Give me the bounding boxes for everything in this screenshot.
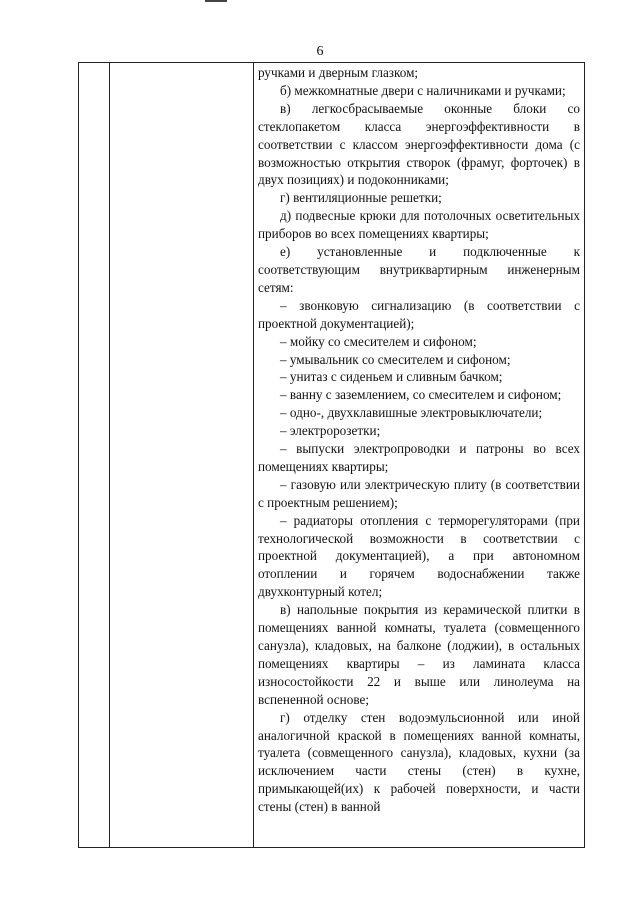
list-item: – электророзетки; (280, 423, 381, 439)
paragraph: б) межкомнатные двери с наличниками и ручками; (280, 82, 566, 98)
document-table (78, 62, 585, 848)
page-number: 6 (316, 44, 324, 59)
list-item: – мойку со смесителем и сифоном; (280, 333, 477, 349)
paragraph: г) вентиляционные решетки; (280, 190, 442, 206)
list-item: – умывальник со смесителем и сифоном; (280, 351, 511, 367)
list-item: – газовую или электрическую плиту (в соответствии с проектным решением); (258, 476, 580, 510)
table-cell-content (254, 63, 585, 848)
list-item: – радиаторы отопления с терморегуляторами (при технологической возможности в соответствии с проектной документацией), а при автономном отоплении и горячем водоснабжении также двухконтурный котел; (258, 512, 580, 600)
paragraph: г) отделку стен водоэмульсионной или иной аналогичной краской в помещениях ванной комнаты, туалета (совмещенного санузла), кладовых, кухни (за исключением части стены (стен) в кухне, примыкающей(их) к рабочей поверхности, и части стены (стен) в ванной (258, 709, 580, 815)
list-item: – одно-, двухклавишные электровыключатели; (280, 405, 543, 421)
paragraph: е) установленные и подключенные к соответствующим внутриквартирным инженерным сетям: (258, 244, 580, 295)
list-item: – выпуски электропроводки и патроны во всех помещениях квартиры; (258, 441, 580, 474)
table-cell-number (79, 63, 110, 848)
paragraph: в) легкосбрасываемые оконные блоки со стеклопакетом класса энергоэффективности в соответствии с классом энергоэффективности дома (с возможностью открытия створок (фрамуг, форточек) в двух позициях) и подоконниками; (258, 100, 580, 188)
paragraph: ручками и дверным глазком; (258, 65, 419, 80)
content-text (254, 63, 584, 816)
table-row (79, 63, 585, 848)
list-item: – ванну с заземлением, со смесителем и сифоном; (280, 387, 562, 403)
list-item: – звонковую сигнализацию (в соответствии с проектной документацией); (258, 297, 580, 331)
paragraph: в) напольные покрытия из керамической плитки в помещениях ванной комнаты, туалета (совмещенного санузла), кладовых, на балконе (лоджии), в остальных помещениях квартиры – из ламината класса износостойкости 22 и выше или линолеума на вспененной основе; (258, 602, 580, 707)
table-cell-name (110, 63, 254, 848)
list-item: – унитаз с сиденьем и сливным бачком; (280, 369, 503, 385)
paragraph: д) подвесные крюки для потолочных осветительных приборов во всех помещениях квартиры; (258, 208, 580, 242)
scan-artifact-mark (205, 0, 227, 2)
